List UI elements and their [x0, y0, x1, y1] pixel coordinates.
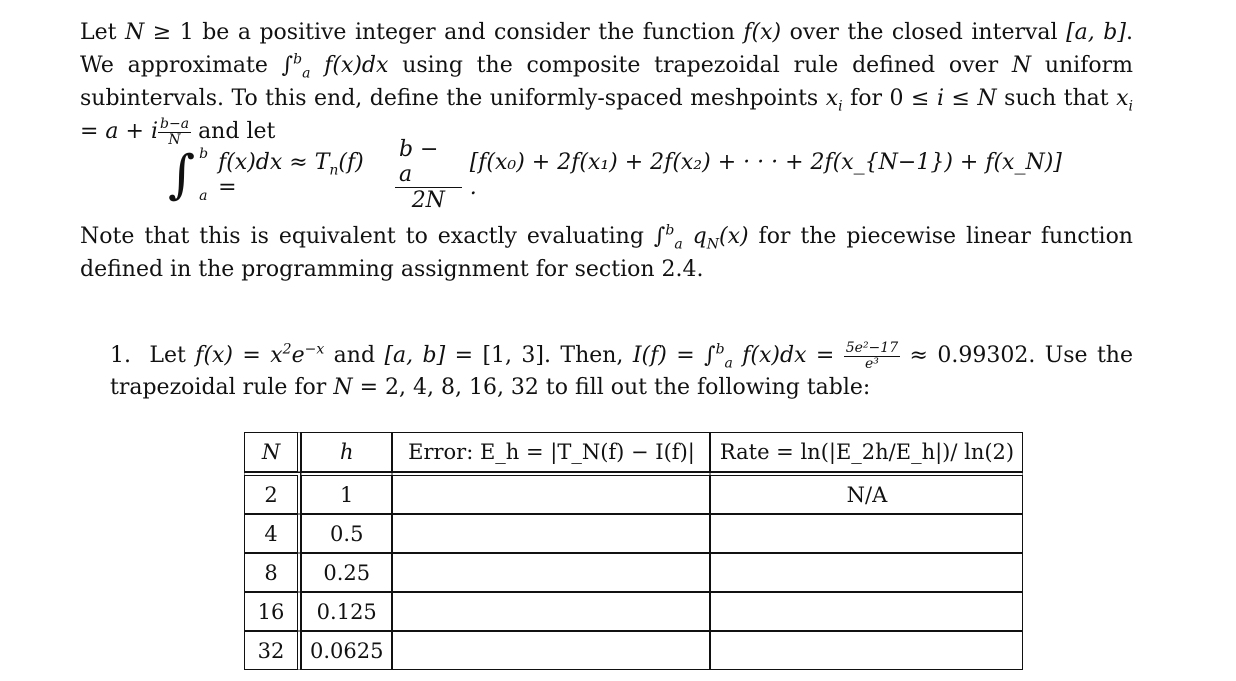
integral-limits: b a: [199, 146, 209, 204]
math-mesh: $x_i = a + i$ $\frac{b-a}{N}$: [80, 86, 1133, 148]
intro-text: using the composite trapezoidal rule defined over: [402, 53, 999, 78]
problem-text: ≈ 0.99302. Use the trapezoidal rule for: [110, 343, 1133, 400]
table-row: [244, 553, 1023, 592]
cell-N: 8: [244, 553, 301, 592]
cell-error[interactable]: [392, 514, 710, 553]
intro-text: and: [198, 119, 240, 144]
cell-error[interactable]: [392, 472, 710, 514]
header-N: N: [244, 432, 301, 472]
cell-error[interactable]: [392, 592, 710, 631]
cell-error[interactable]: [392, 631, 710, 670]
math-N: N: [125, 20, 145, 45]
math-interval: [a, b]: [1066, 20, 1126, 45]
intro-paragraph: Let N ≥ 1 be a positive integer and consider the function f(x) over the closed interval [a, b]. We approximate ∫$^b_a$ f(x)dx using the composite trapezoidal rule defined over N uniform subintervals. To this end, define the uniformly-spaced meshpoints $x_i$ for 0 ≤ i ≤ N such that $x_i = a + i$ $\frac{b-a}{N}$ and let: [80, 20, 1133, 148]
integral-sign: ∫: [168, 145, 196, 205]
intro-text: over the closed interval: [789, 20, 1058, 45]
exact-value-fraction: $\frac{\text{5e²−17}}{\text{e³}}$: [845, 339, 899, 372]
formula-fraction: $\frac{b - a}{2N}$: [395, 137, 462, 213]
table-row: [244, 514, 1023, 553]
results-table: [244, 432, 1023, 670]
table-row: [244, 631, 1023, 670]
intro-text: . We approximate: [80, 20, 1133, 78]
problem-1: 1. Let $f(x) = x^2e^{-x}$ and [a, b] = [1, 3]. Then, I(f) = ∫$^b_a$ f(x)dx = $\frac{\text{5e²−17}}{\text{e³}}$ ≈ 0.99302. Use the trapezoidal rule for N = 2, 4, 8, 16, 32 to fill out the following table:: [110, 339, 1133, 400]
intro-text: for 0 ≤: [850, 86, 930, 111]
intro-text: let: [246, 119, 276, 144]
problem-text: and: [333, 343, 376, 368]
cell-rate[interactable]: [710, 553, 1023, 592]
problem-text: = 2, 4, 8, 16, 32 to fill out the following table:: [359, 375, 871, 400]
header-rate: Rate = ln(|E_2h/E_h|)/ ln(2): [710, 432, 1023, 472]
inline-integral: ∫$^b_a$ f(x)dx: [281, 51, 389, 82]
note-text: Note that this is equivalent to exactly evaluating: [80, 224, 644, 249]
cell-rate[interactable]: [710, 514, 1023, 553]
table-row: [244, 472, 1023, 514]
trapezoid-formula: [168, 137, 1068, 213]
problem-text: = [1, 3]. Then,: [454, 343, 624, 368]
cell-rate[interactable]: [710, 631, 1023, 670]
intro-text: ≥ 1 be a positive integer and consider the function: [152, 20, 735, 45]
cell-N: 32: [244, 631, 301, 670]
cell-rate[interactable]: N/A: [710, 472, 1023, 514]
header-error: Error: E_h = |T_N(f) − I(f)|: [392, 432, 710, 472]
cell-N: 2: [244, 472, 301, 514]
math-i: i: [936, 86, 944, 111]
cell-error[interactable]: [392, 553, 710, 592]
formula-lhs: $f(x)dx \approx T_n(f)$ =: [218, 150, 364, 200]
math-fx: f(x): [743, 20, 782, 45]
intro-text: Let: [80, 20, 117, 45]
cell-rate[interactable]: [710, 592, 1023, 631]
table-row: [244, 592, 1023, 631]
cell-h: 0.5: [301, 514, 392, 553]
cell-h: 0.125: [301, 592, 392, 631]
cell-N: 4: [244, 514, 301, 553]
intro-text: ≤: [951, 86, 970, 111]
cell-h: 0.25: [301, 553, 392, 592]
problem-number: 1.: [110, 343, 131, 368]
intro-text: such that: [1004, 86, 1109, 111]
note-text: for the piecewise linear function defined in the programming assignment for section 2.4.: [80, 224, 1133, 282]
header-h: h: [301, 432, 392, 472]
problem-text: Let: [149, 343, 186, 368]
formula-rhs: [f(x₀) + 2f(x₁) + 2f(x₂) + · · · + 2f(x_{N−1}) + f(x_N)] .: [469, 150, 1062, 200]
table-header-row: [244, 432, 1023, 472]
note-paragraph: Note that this is equivalent to exactly evaluating ∫$^b_a$ $q_N(x)$ for the piecewise linear function defined in the programming assignment for section 2.4.: [80, 222, 1133, 282]
cell-h: 0.0625: [301, 631, 392, 670]
cell-h: 1: [301, 472, 392, 514]
math-xi: $x_i$: [825, 86, 843, 115]
intro-text: uniform subintervals. To this end, define the uniformly-spaced meshpoints: [80, 53, 1133, 111]
cell-N: 16: [244, 592, 301, 631]
